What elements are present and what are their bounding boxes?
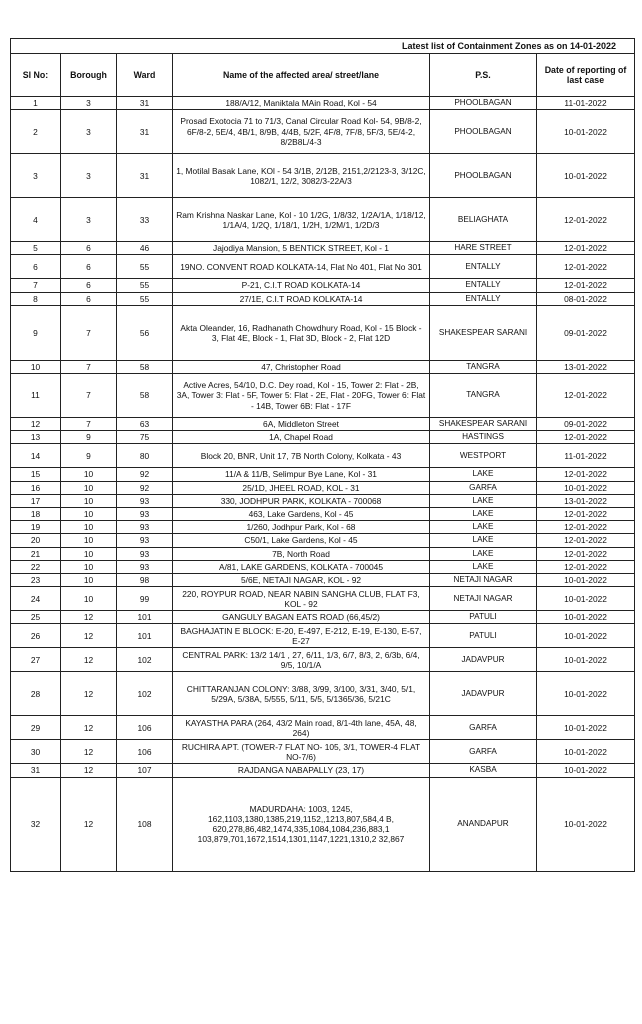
cell-sl-no: 5 [11,242,61,255]
cell-ps: ENTALLY [430,255,537,279]
cell-date: 10-01-2022 [537,624,635,648]
cell-area: Akta Oleander, 16, Radhanath Chowdhury Road, Kol - 15 Block - 3, Flat 4E, Block - 1, Flat 3D, Block - 2, Flat 12D [173,305,430,360]
cell-date: 12-01-2022 [537,547,635,560]
cell-area: 330, JODHPUR PARK, KOLKATA - 700068 [173,494,430,507]
cell-ward: 102 [117,648,173,672]
cell-ps: PHOOLBAGAN [430,154,537,198]
cell-area: CHITTARANJAN COLONY: 3/88, 3/99, 3/100, 3/31, 3/40, 5/1, 5/29A, 5/38A, 5/555, 5/11, 5/5, 5/1365/36, 5/21C [173,672,430,716]
cell-borough: 6 [61,279,117,292]
cell-borough: 10 [61,481,117,494]
cell-ps: TANGRA [430,360,537,373]
table-row [11,587,635,611]
cell-date: 12-01-2022 [537,468,635,481]
cell-borough: 12 [61,740,117,764]
cell-sl-no: 11 [11,374,61,418]
cell-sl-no: 16 [11,481,61,494]
table-row [11,494,635,507]
cell-ward: 93 [117,560,173,573]
cell-ps: GARFA [430,716,537,740]
cell-ward: 106 [117,740,173,764]
cell-ward: 56 [117,305,173,360]
cell-borough: 12 [61,777,117,871]
cell-borough: 6 [61,242,117,255]
table-row [11,764,635,777]
cell-sl-no: 9 [11,305,61,360]
table-row [11,431,635,444]
table-row [11,305,635,360]
cell-ward: 93 [117,508,173,521]
cell-date: 13-01-2022 [537,494,635,507]
cell-borough: 12 [61,648,117,672]
cell-ps: LAKE [430,547,537,560]
cell-sl-no: 10 [11,360,61,373]
table-row [11,534,635,547]
cell-ward: 99 [117,587,173,611]
cell-date: 11-01-2022 [537,97,635,110]
cell-area: C50/1, Lake Gardens, Kol - 45 [173,534,430,547]
cell-sl-no: 21 [11,547,61,560]
cell-ps: GARFA [430,481,537,494]
table-row [11,521,635,534]
cell-ward: 58 [117,374,173,418]
containment-zone-sheet [10,38,634,872]
cell-borough: 10 [61,587,117,611]
cell-date: 09-01-2022 [537,305,635,360]
cell-date: 12-01-2022 [537,242,635,255]
cell-ward: 55 [117,279,173,292]
cell-borough: 10 [61,494,117,507]
cell-area: 463, Lake Gardens, Kol - 45 [173,508,430,521]
table-row [11,624,635,648]
cell-ward: 31 [117,154,173,198]
table-row [11,360,635,373]
table-title: Latest list of Containment Zones as on 14-01-2022 [11,39,635,54]
cell-borough: 10 [61,468,117,481]
cell-date: 10-01-2022 [537,611,635,624]
cell-ward: 80 [117,444,173,468]
cell-date: 11-01-2022 [537,444,635,468]
cell-ps: NETAJI NAGAR [430,574,537,587]
table-row [11,508,635,521]
header-borough: Borough [61,54,117,97]
cell-borough: 7 [61,418,117,431]
cell-borough: 9 [61,444,117,468]
cell-date: 10-01-2022 [537,648,635,672]
header-area: Name of the affected area/ street/lane [173,54,430,97]
cell-area: GANGULY BAGAN EATS ROAD (66,45/2) [173,611,430,624]
cell-sl-no: 25 [11,611,61,624]
cell-sl-no: 6 [11,255,61,279]
cell-borough: 12 [61,611,117,624]
cell-borough: 3 [61,198,117,242]
cell-borough: 7 [61,305,117,360]
cell-ward: 93 [117,547,173,560]
table-row [11,574,635,587]
cell-ps: WESTPORT [430,444,537,468]
cell-date: 10-01-2022 [537,740,635,764]
cell-ward: 63 [117,418,173,431]
cell-sl-no: 7 [11,279,61,292]
cell-ward: 33 [117,198,173,242]
cell-borough: 6 [61,292,117,305]
cell-date: 09-01-2022 [537,418,635,431]
cell-ward: 75 [117,431,173,444]
cell-ps: TANGRA [430,374,537,418]
table-row [11,648,635,672]
cell-area: 6A, Middleton Street [173,418,430,431]
cell-ps: PATULI [430,624,537,648]
cell-area: Jajodiya Mansion, 5 BENTICK STREET, Kol - 1 [173,242,430,255]
table-row [11,242,635,255]
table-row [11,444,635,468]
cell-date: 12-01-2022 [537,431,635,444]
table-row [11,672,635,716]
cell-ward: 93 [117,534,173,547]
cell-area: KAYASTHA PARA (264, 43/2 Main road, 8/1-4th lane, 45A, 48, 264) [173,716,430,740]
cell-area: 220, ROYPUR ROAD, NEAR NABIN SANGHA CLUB, FLAT F3, KOL - 92 [173,587,430,611]
cell-ward: 101 [117,611,173,624]
cell-sl-no: 23 [11,574,61,587]
cell-date: 13-01-2022 [537,360,635,373]
table-row [11,255,635,279]
header-ward: Ward [117,54,173,97]
cell-borough: 7 [61,360,117,373]
cell-ps: GARFA [430,740,537,764]
cell-area: P-21, C.I.T ROAD KOLKATA-14 [173,279,430,292]
cell-ward: 92 [117,468,173,481]
cell-ps: LAKE [430,560,537,573]
cell-date: 12-01-2022 [537,374,635,418]
cell-sl-no: 24 [11,587,61,611]
cell-sl-no: 20 [11,534,61,547]
cell-ps: ENTALLY [430,279,537,292]
cell-date: 12-01-2022 [537,534,635,547]
cell-sl-no: 12 [11,418,61,431]
cell-ps: LAKE [430,468,537,481]
cell-sl-no: 31 [11,764,61,777]
cell-ps: NETAJI NAGAR [430,587,537,611]
cell-area: RUCHIRA APT. (TOWER-7 FLAT NO- 105, 3/1, TOWER-4 FLAT NO-7/6) [173,740,430,764]
cell-ward: 92 [117,481,173,494]
cell-borough: 10 [61,560,117,573]
header-sl-no: Sl No: [11,54,61,97]
cell-ps: LAKE [430,508,537,521]
cell-sl-no: 30 [11,740,61,764]
table-row [11,468,635,481]
table-row [11,279,635,292]
cell-area: 25/1D, JHEEL ROAD, KOL - 31 [173,481,430,494]
cell-sl-no: 8 [11,292,61,305]
cell-ps: LAKE [430,521,537,534]
cell-ward: 93 [117,521,173,534]
cell-ward: 101 [117,624,173,648]
cell-sl-no: 26 [11,624,61,648]
table-row [11,97,635,110]
cell-ward: 55 [117,292,173,305]
cell-date: 08-01-2022 [537,292,635,305]
cell-ward: 102 [117,672,173,716]
cell-area: 19NO. CONVENT ROAD KOLKATA-14, Flat No 401, Flat No 301 [173,255,430,279]
table-row [11,740,635,764]
cell-area: Block 20, BNR, Unit 17, 7B North Colony, Kolkata - 43 [173,444,430,468]
cell-area: RAJDANGA NABAPALLY (23, 17) [173,764,430,777]
cell-borough: 9 [61,431,117,444]
cell-sl-no: 28 [11,672,61,716]
containment-zone-table [10,38,635,872]
table-row [11,110,635,154]
cell-ps: KASBA [430,764,537,777]
cell-date: 10-01-2022 [537,764,635,777]
cell-area: 1, Motilal Basak Lane, KOl - 54 3/1B, 2/12B, 2151,2/2123-3, 3/12C, 1082/1, 12/2, 3082/3-22A/3 [173,154,430,198]
cell-ps: JADAVPUR [430,648,537,672]
cell-ward: 98 [117,574,173,587]
cell-date: 10-01-2022 [537,587,635,611]
cell-ps: SHAKESPEAR SARANI [430,418,537,431]
cell-area: Active Acres, 54/10, D.C. Dey road, Kol - 15, Tower 2: Flat - 2B, 3A, Tower 3: Flat - 5F, Tower 5: Flat - 2E, Flat - 20FG, Tower 6: Flat - 14B, Tower 6B: Flat - 17F [173,374,430,418]
cell-date: 12-01-2022 [537,521,635,534]
cell-date: 10-01-2022 [537,574,635,587]
cell-borough: 12 [61,624,117,648]
cell-ps: BELIAGHATA [430,198,537,242]
cell-sl-no: 27 [11,648,61,672]
cell-ward: 31 [117,97,173,110]
cell-sl-no: 22 [11,560,61,573]
cell-ps: SHAKESPEAR SARANI [430,305,537,360]
cell-sl-no: 14 [11,444,61,468]
table-row [11,716,635,740]
cell-ps: JADAVPUR [430,672,537,716]
cell-ps: HARE STREET [430,242,537,255]
cell-ward: 46 [117,242,173,255]
cell-borough: 7 [61,374,117,418]
cell-ward: 58 [117,360,173,373]
cell-ward: 106 [117,716,173,740]
cell-date: 12-01-2022 [537,508,635,521]
cell-sl-no: 19 [11,521,61,534]
table-row [11,198,635,242]
cell-date: 10-01-2022 [537,481,635,494]
table-row [11,560,635,573]
cell-sl-no: 17 [11,494,61,507]
cell-area: 188/A/12, Maniktala MAin Road, Kol - 54 [173,97,430,110]
cell-sl-no: 29 [11,716,61,740]
cell-ward: 108 [117,777,173,871]
cell-borough: 3 [61,154,117,198]
cell-area: 47, Christopher Road [173,360,430,373]
cell-ps: PATULI [430,611,537,624]
cell-area: 11/A & 11/B, Selimpur Bye Lane, Kol - 31 [173,468,430,481]
cell-date: 12-01-2022 [537,560,635,573]
table-row [11,481,635,494]
cell-date: 10-01-2022 [537,716,635,740]
cell-borough: 3 [61,97,117,110]
cell-ward: 107 [117,764,173,777]
cell-area: 1A, Chapel Road [173,431,430,444]
cell-area: A/81, LAKE GARDENS, KOLKATA - 700045 [173,560,430,573]
cell-date: 10-01-2022 [537,154,635,198]
cell-sl-no: 18 [11,508,61,521]
table-row [11,777,635,871]
header-ps: P.S. [430,54,537,97]
cell-area: 7B, North Road [173,547,430,560]
table-row [11,547,635,560]
cell-borough: 10 [61,521,117,534]
cell-ps: PHOOLBAGAN [430,97,537,110]
header-row [11,54,635,97]
cell-borough: 12 [61,716,117,740]
cell-ps: ANANDAPUR [430,777,537,871]
cell-borough: 6 [61,255,117,279]
cell-ps: ENTALLY [430,292,537,305]
cell-borough: 10 [61,534,117,547]
cell-area: Ram Krishna Naskar Lane, Kol - 10 1/2G, 1/8/32, 1/2A/1A, 1/18/12, 1/1A/4, 1/2Q, 1/18/1, 1/2H, 1/2M/1, 1/2D/3 [173,198,430,242]
cell-sl-no: 15 [11,468,61,481]
cell-area: 1/260, Jodhpur Park, Kol - 68 [173,521,430,534]
cell-ward: 31 [117,110,173,154]
cell-date: 10-01-2022 [537,672,635,716]
table-row [11,418,635,431]
cell-sl-no: 2 [11,110,61,154]
cell-ward: 93 [117,494,173,507]
cell-sl-no: 13 [11,431,61,444]
cell-sl-no: 32 [11,777,61,871]
cell-sl-no: 4 [11,198,61,242]
cell-ps: LAKE [430,494,537,507]
cell-area: MADURDAHA: 1003, 1245, 162,1103,1380,1385,219,1152,,1213,807,584,4 B, 620,278,86,482,1474,335,1084,1084,236,883,1 103,879,701,1672,1514,1301,1147,1221,1310,2 32,867 [173,777,430,871]
cell-area: CENTRAL PARK: 13/2 14/1 , 27, 6/11, 1/3, 6/7, 8/3, 2, 6/3b, 6/4, 9/5, 10/1/A [173,648,430,672]
cell-date: 12-01-2022 [537,255,635,279]
cell-date: 10-01-2022 [537,777,635,871]
cell-borough: 3 [61,110,117,154]
cell-ps: LAKE [430,534,537,547]
cell-borough: 12 [61,764,117,777]
cell-borough: 10 [61,547,117,560]
cell-date: 12-01-2022 [537,198,635,242]
table-row [11,374,635,418]
header-date: Date of reporting of last case [537,54,635,97]
table-row [11,154,635,198]
cell-sl-no: 1 [11,97,61,110]
cell-area: 27/1E, C.I.T ROAD KOLKATA-14 [173,292,430,305]
table-body [11,97,635,872]
cell-date: 12-01-2022 [537,279,635,292]
cell-area: Prosad Exotocia 71 to 71/3, Canal Circular Road Kol- 54, 9B/8-2, 6F/8-2, 5E/4, 4B/1, 8/9B, 4/4B, 5/2F, 4F/8, 7F/8, 5F/3, 5E/4-2, 8/2B8L/4-3 [173,110,430,154]
cell-area: 5/6E, NETAJI NAGAR, KOL - 92 [173,574,430,587]
table-row [11,292,635,305]
cell-area: BAGHAJATIN E BLOCK: E-20, E-497, E-212, E-19, E-130, E-57, E-27 [173,624,430,648]
cell-ps: PHOOLBAGAN [430,110,537,154]
cell-ps: HASTINGS [430,431,537,444]
cell-borough: 12 [61,672,117,716]
cell-sl-no: 3 [11,154,61,198]
cell-ward: 55 [117,255,173,279]
table-row [11,611,635,624]
cell-date: 10-01-2022 [537,110,635,154]
cell-borough: 10 [61,574,117,587]
cell-borough: 10 [61,508,117,521]
